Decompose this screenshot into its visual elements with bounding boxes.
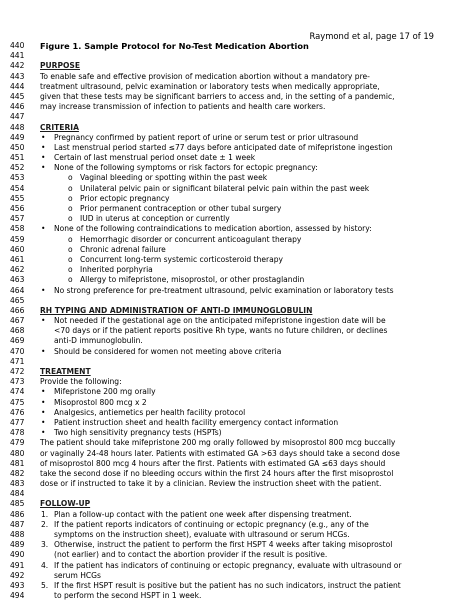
bullet-icon: • [41,153,46,163]
list-number: 2. [41,519,49,529]
line-number: 466 [10,305,25,315]
running-head: Raymond et al, page 17 of 19 [309,31,434,41]
document-line [10,550,458,560]
sub-list-item-text: Unilateral pelvic pain or significant bilateral pelvic pain within the past week [80,183,370,193]
line-number: 450 [10,142,25,152]
document-line [10,479,458,489]
document-line [10,224,458,234]
line-number: 445 [10,91,25,101]
line-number: 488 [10,530,25,539]
line-number: 478 [10,428,25,438]
bullet-icon: • [41,285,46,295]
line-number: 444 [10,81,25,91]
line-number: 449 [10,132,25,142]
document-line [10,133,458,143]
list-item-text: Pregnancy confirmed by patient report of urine or serum test or prior ultrasound [54,132,359,142]
line-number: 493 [10,580,25,590]
line-number: 460 [10,244,25,254]
sub-bullet-icon: o [68,173,73,183]
line-number: 461 [10,254,25,264]
list-number: 4. [41,560,49,570]
line-number: 458 [10,224,25,234]
list-item-continuation: <70 days or if the patient reports positive Rh type, wants no future children, or declines [54,326,388,336]
document-body [10,41,458,601]
sub-list-item-text: Vaginal bleeding or spotting within the past week [80,173,268,183]
body-text: To enable safe and effective provision of medication abortion without a mandatory pre- [40,71,370,81]
bullet-icon: • [41,316,46,326]
sub-bullet-icon: o [68,214,73,224]
document-line [10,61,458,71]
sub-bullet-icon: o [68,234,73,244]
body-text: of misoprostol 800 mcg 4 hours after the first. Patients with estimated GA ≤63 days should [40,458,386,468]
line-number: 494 [10,591,25,601]
sub-bullet-icon: o [68,183,73,193]
document-line [10,41,458,51]
document-line [10,316,458,326]
line-number: 457 [10,214,25,224]
bullet-icon: • [41,417,46,427]
line-number: 463 [10,275,25,285]
line-number: 454 [10,183,25,193]
line-number: 441 [10,51,25,61]
line-number: 451 [10,153,25,163]
document-line [10,418,458,428]
document-line [10,336,458,346]
line-number: 481 [10,458,25,468]
sub-list-item-text: Concurrent long-term systemic corticosteroid therapy [80,254,283,264]
document-line [10,204,458,214]
body-text: treatment ultrasound, pelvic examination or laboratory tests when medically appropriate, [40,81,380,91]
line-number: 491 [10,560,25,570]
line-number: 459 [10,234,25,244]
list-item-continuation: anti-D immunoglobulin. [54,336,143,346]
line-number: 462 [10,265,25,275]
line-number: 455 [10,193,25,203]
sub-list-item-text: Prior permanent contraception or other tubal surgery [80,204,282,213]
list-item-continuation: (not earlier) and to contact the abortion provider if the result is positive. [54,550,328,560]
bullet-icon: • [41,397,46,407]
document-line [10,163,458,173]
body-text: Provide the following: [40,377,122,387]
line-number: 483 [10,479,25,489]
document-line [10,82,458,92]
list-item-text: Analgesics, antiemetics per health facility protocol [54,407,246,417]
sub-bullet-icon: o [68,244,73,254]
line-number: 467 [10,316,25,326]
sub-list-item-text: Hemorrhagic disorder or concurrent anticoagulant therapy [80,234,302,244]
bullet-icon: • [41,224,46,234]
document-line [10,499,458,509]
document-line [10,581,458,591]
document-line [10,540,458,550]
line-number: 472 [10,367,25,376]
bullet-icon: • [41,407,46,417]
document-line [10,275,458,285]
sub-bullet-icon: o [68,193,73,203]
line-number: 465 [10,295,25,305]
bullet-icon: • [41,346,46,356]
list-item-text: None of the following contraindications to medication abortion, assessed by history: [54,224,372,234]
sub-list-item-text: Inherited porphyria [80,265,153,275]
document-line [10,235,458,245]
line-number: 484 [10,489,25,499]
document-line [10,296,458,306]
line-number: 456 [10,204,25,213]
line-number: 482 [10,468,25,478]
body-text: given that these tests may be significant barriers to access and, in the setting of a pandemic, [40,91,395,101]
section-heading: FOLLOW-UP [40,499,91,509]
document-line [10,489,458,499]
document-line [10,357,458,367]
line-number: 468 [10,326,25,336]
body-text: may increase transmission of infection to patients and health care workers. [40,102,326,112]
document-line [10,173,458,183]
bullet-icon: • [41,387,46,397]
section-heading: TREATMENT [40,367,91,376]
line-number: 475 [10,397,25,407]
document-line [10,561,458,571]
document-line [10,194,458,204]
document-line [10,306,458,316]
sub-bullet-icon: o [68,204,73,213]
document-line [10,387,458,397]
sub-list-item-text: Allergy to mifepristone, misoprostol, or other prostaglandin [80,275,305,285]
line-number: 480 [10,448,25,458]
document-line [10,143,458,153]
section-heading: RH TYPING AND ADMINISTRATION OF ANTI-D IMMUNOGLOBULIN [40,305,313,315]
list-item-text: Should be considered for women not meeting above criteria [54,346,282,356]
document-line [10,510,458,520]
list-item-text: Not needed if the gestational age on the anticipated mifepristone ingestion date will be [54,316,386,326]
bullet-icon: • [41,163,46,173]
list-item-text: If the patient has indicators of continuing or ectopic pregnancy, evaluate with ultrasound or [54,560,402,570]
line-number: 470 [10,346,25,356]
figure-title: Figure 1. Sample Protocol for No-Test Medication Abortion [40,41,309,51]
document-line [10,153,458,163]
line-number: 492 [10,570,25,580]
line-number: 489 [10,540,25,550]
document-line [10,92,458,102]
line-number: 479 [10,438,25,448]
sub-bullet-icon: o [68,265,73,275]
document-line [10,265,458,275]
list-item-text: Plan a follow-up contact with the patient one week after dispensing treatment. [54,509,352,519]
list-item-text: Otherwise, instruct the patient to perform the first HSPT 4 weeks after taking misoprostol [54,540,393,550]
list-item-text: No strong preference for pre-treatment ultrasound, pelvic examination or laboratory tests [54,285,394,295]
sub-list-item-text: Prior ectopic pregnancy [80,193,170,203]
list-item-text: Certain of last menstrual period onset date ± 1 week [54,153,256,163]
line-number: 474 [10,387,25,397]
bullet-icon: • [41,428,46,438]
line-number: 486 [10,509,25,519]
list-item-text: Mifepristone 200 mg orally [54,387,156,397]
document-line [10,214,458,224]
line-number: 447 [10,112,25,122]
body-text: dose or if instructed to take it by a clinician. Review the instruction sheet with the patient. [40,479,382,489]
list-item-continuation: symptoms on the instruction sheet), evaluate with ultrasound or serum HCGs. [54,530,350,539]
line-number: 477 [10,417,25,427]
list-item-text: Last menstrual period started ≤77 days before anticipated date of mifepristone ingestion [54,142,393,152]
sub-list-item-text: IUD in uterus at conception or currently [80,214,230,224]
document-line [10,469,458,479]
line-number: 453 [10,173,25,183]
document-line [10,530,458,540]
document-line [10,520,458,530]
document-line [10,377,458,387]
document-line [10,326,458,336]
document-line [10,408,458,418]
line-number: 485 [10,499,25,509]
list-number: 1. [41,509,49,519]
document-line [10,449,458,459]
list-item-text: Patient instruction sheet and health facility emergency contact information [54,417,339,427]
line-number: 490 [10,550,25,560]
line-number: 476 [10,407,25,417]
list-item-text: Two high sensitivity pregnancy tests (HSPTs) [54,428,222,438]
sub-bullet-icon: o [68,254,73,264]
body-text: take the second dose if no bleeding occurs within the first 24 hours after the first misoprostol [40,468,394,478]
document-line [10,459,458,469]
document-line [10,398,458,408]
document-line [10,438,458,448]
document-line [10,367,458,377]
document-line [10,72,458,82]
list-item-text: If the patient reports indicators of continuing or ectopic pregnancy (e.g., any of the [54,519,369,529]
line-number: 443 [10,71,25,81]
line-number: 487 [10,519,25,529]
section-heading: CRITERIA [40,122,79,132]
line-number: 473 [10,377,25,387]
list-number: 3. [41,540,49,550]
line-number: 464 [10,285,25,295]
document-line [10,255,458,265]
line-number: 442 [10,61,25,71]
list-item-text: Misoprostol 800 mcg x 2 [54,397,147,407]
line-number: 471 [10,356,25,366]
body-text: The patient should take mifepristone 200 mg orally followed by misoprostol 800 mcg buccally [40,438,396,448]
document-line [10,245,458,255]
line-number: 448 [10,122,25,132]
list-item-text: If the first HSPT result is positive but the patient has no such indicators, instruct the patient [54,580,401,590]
document-line [10,347,458,357]
document-line [10,123,458,133]
document-line [10,102,458,112]
line-number: 452 [10,163,25,173]
document-line [10,112,458,122]
sub-bullet-icon: o [68,275,73,285]
body-text: or vaginally 24-48 hours later. Patients with estimated GA >63 days should take a second dose [40,448,400,458]
list-item-text: None of the following symptoms or risk factors for ectopic pregnancy: [54,163,318,173]
sub-list-item-text: Chronic adrenal failure [80,244,166,254]
document-line [10,571,458,581]
document-line [10,428,458,438]
document-line [10,51,458,61]
bullet-icon: • [41,142,46,152]
list-number: 5. [41,580,49,590]
list-item-continuation: to perform the second HSPT in 1 week. [54,591,202,601]
line-number: 469 [10,336,25,346]
list-item-continuation: serum HCGs [54,570,101,580]
document-line [10,184,458,194]
document-line [10,286,458,296]
line-number: 440 [10,41,25,50]
line-number: 446 [10,102,25,112]
section-heading: PURPOSE [40,61,81,71]
bullet-icon: • [41,132,46,142]
